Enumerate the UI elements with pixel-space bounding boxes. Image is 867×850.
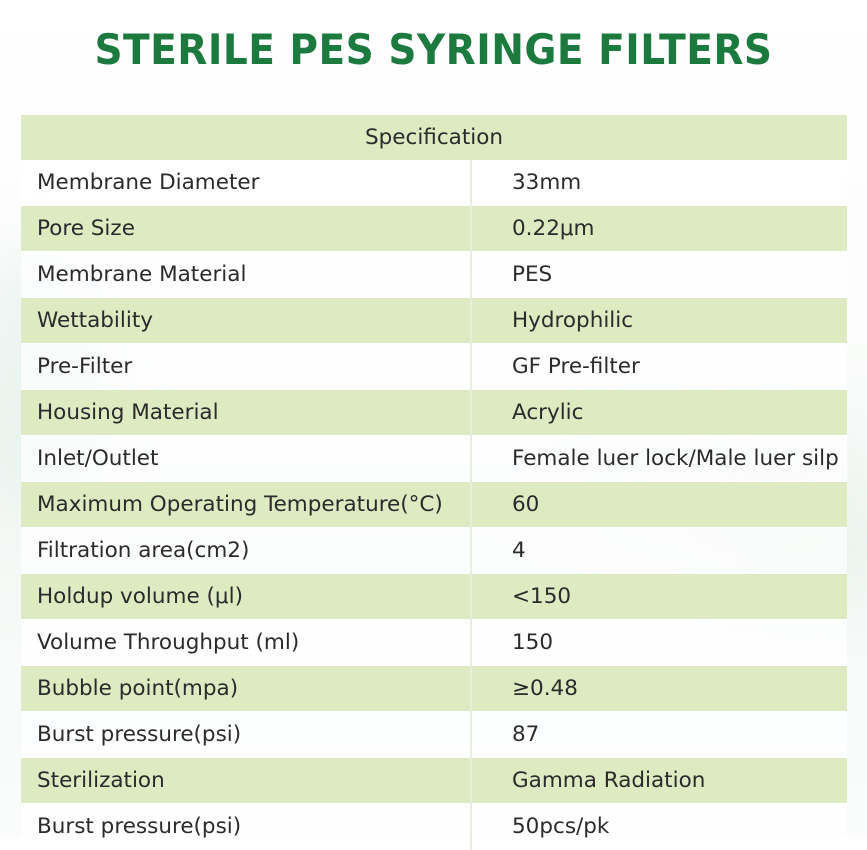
spec-label: Membrane Diameter [21,160,471,206]
spec-value: ≥0.48 [471,666,847,712]
spec-value: Acrylic [471,390,847,436]
spec-label: Wettability [21,298,471,344]
spec-label: Membrane Material [21,252,471,298]
spec-value: 4 [471,528,847,574]
spec-label: Burst pressure(psi) [21,804,471,850]
table-row [21,528,847,574]
spec-label: Inlet/Outlet [21,436,471,482]
table-row [21,298,847,344]
spec-label: Burst pressure(psi) [21,712,471,758]
table-row [21,620,847,666]
spec-label: Pore Size [21,206,471,252]
spec-value: Hydrophilic [471,298,847,344]
spec-value: Gamma Radiation [471,758,847,804]
spec-label: Filtration area(cm2) [21,528,471,574]
spec-value: GF Pre-filter [471,344,847,390]
table-row [21,804,847,850]
spec-value: 33mm [471,160,847,206]
table-row [21,712,847,758]
table-row [21,574,847,620]
specification-table [21,115,847,850]
table-header: Specification [21,115,847,160]
table-row [21,344,847,390]
spec-label: Holdup volume (μl) [21,574,471,620]
spec-value: 0.22μm [471,206,847,252]
table-row [21,436,847,482]
page-title: STERILE PES SYRINGE FILTERS [94,25,773,74]
table-row [21,482,847,528]
spec-value: Female luer lock/Male luer silp [471,436,847,482]
spec-label: Volume Throughput (ml) [21,620,471,666]
spec-value: 50pcs/pk [471,804,847,850]
table-row [21,160,847,206]
table-row [21,252,847,298]
table-row [21,390,847,436]
spec-value: <150 [471,574,847,620]
spec-label: Housing Material [21,390,471,436]
spec-value: PES [471,252,847,298]
spec-value: 150 [471,620,847,666]
spec-value: 60 [471,482,847,528]
table-row [21,666,847,712]
table-row [21,758,847,804]
spec-label: Pre-Filter [21,344,471,390]
table-header-row [21,115,847,160]
table-row [21,206,847,252]
spec-label: Maximum Operating Temperature(°C) [21,482,471,528]
spec-value: 87 [471,712,847,758]
spec-label: Sterilization [21,758,471,804]
spec-label: Bubble point(mpa) [21,666,471,712]
